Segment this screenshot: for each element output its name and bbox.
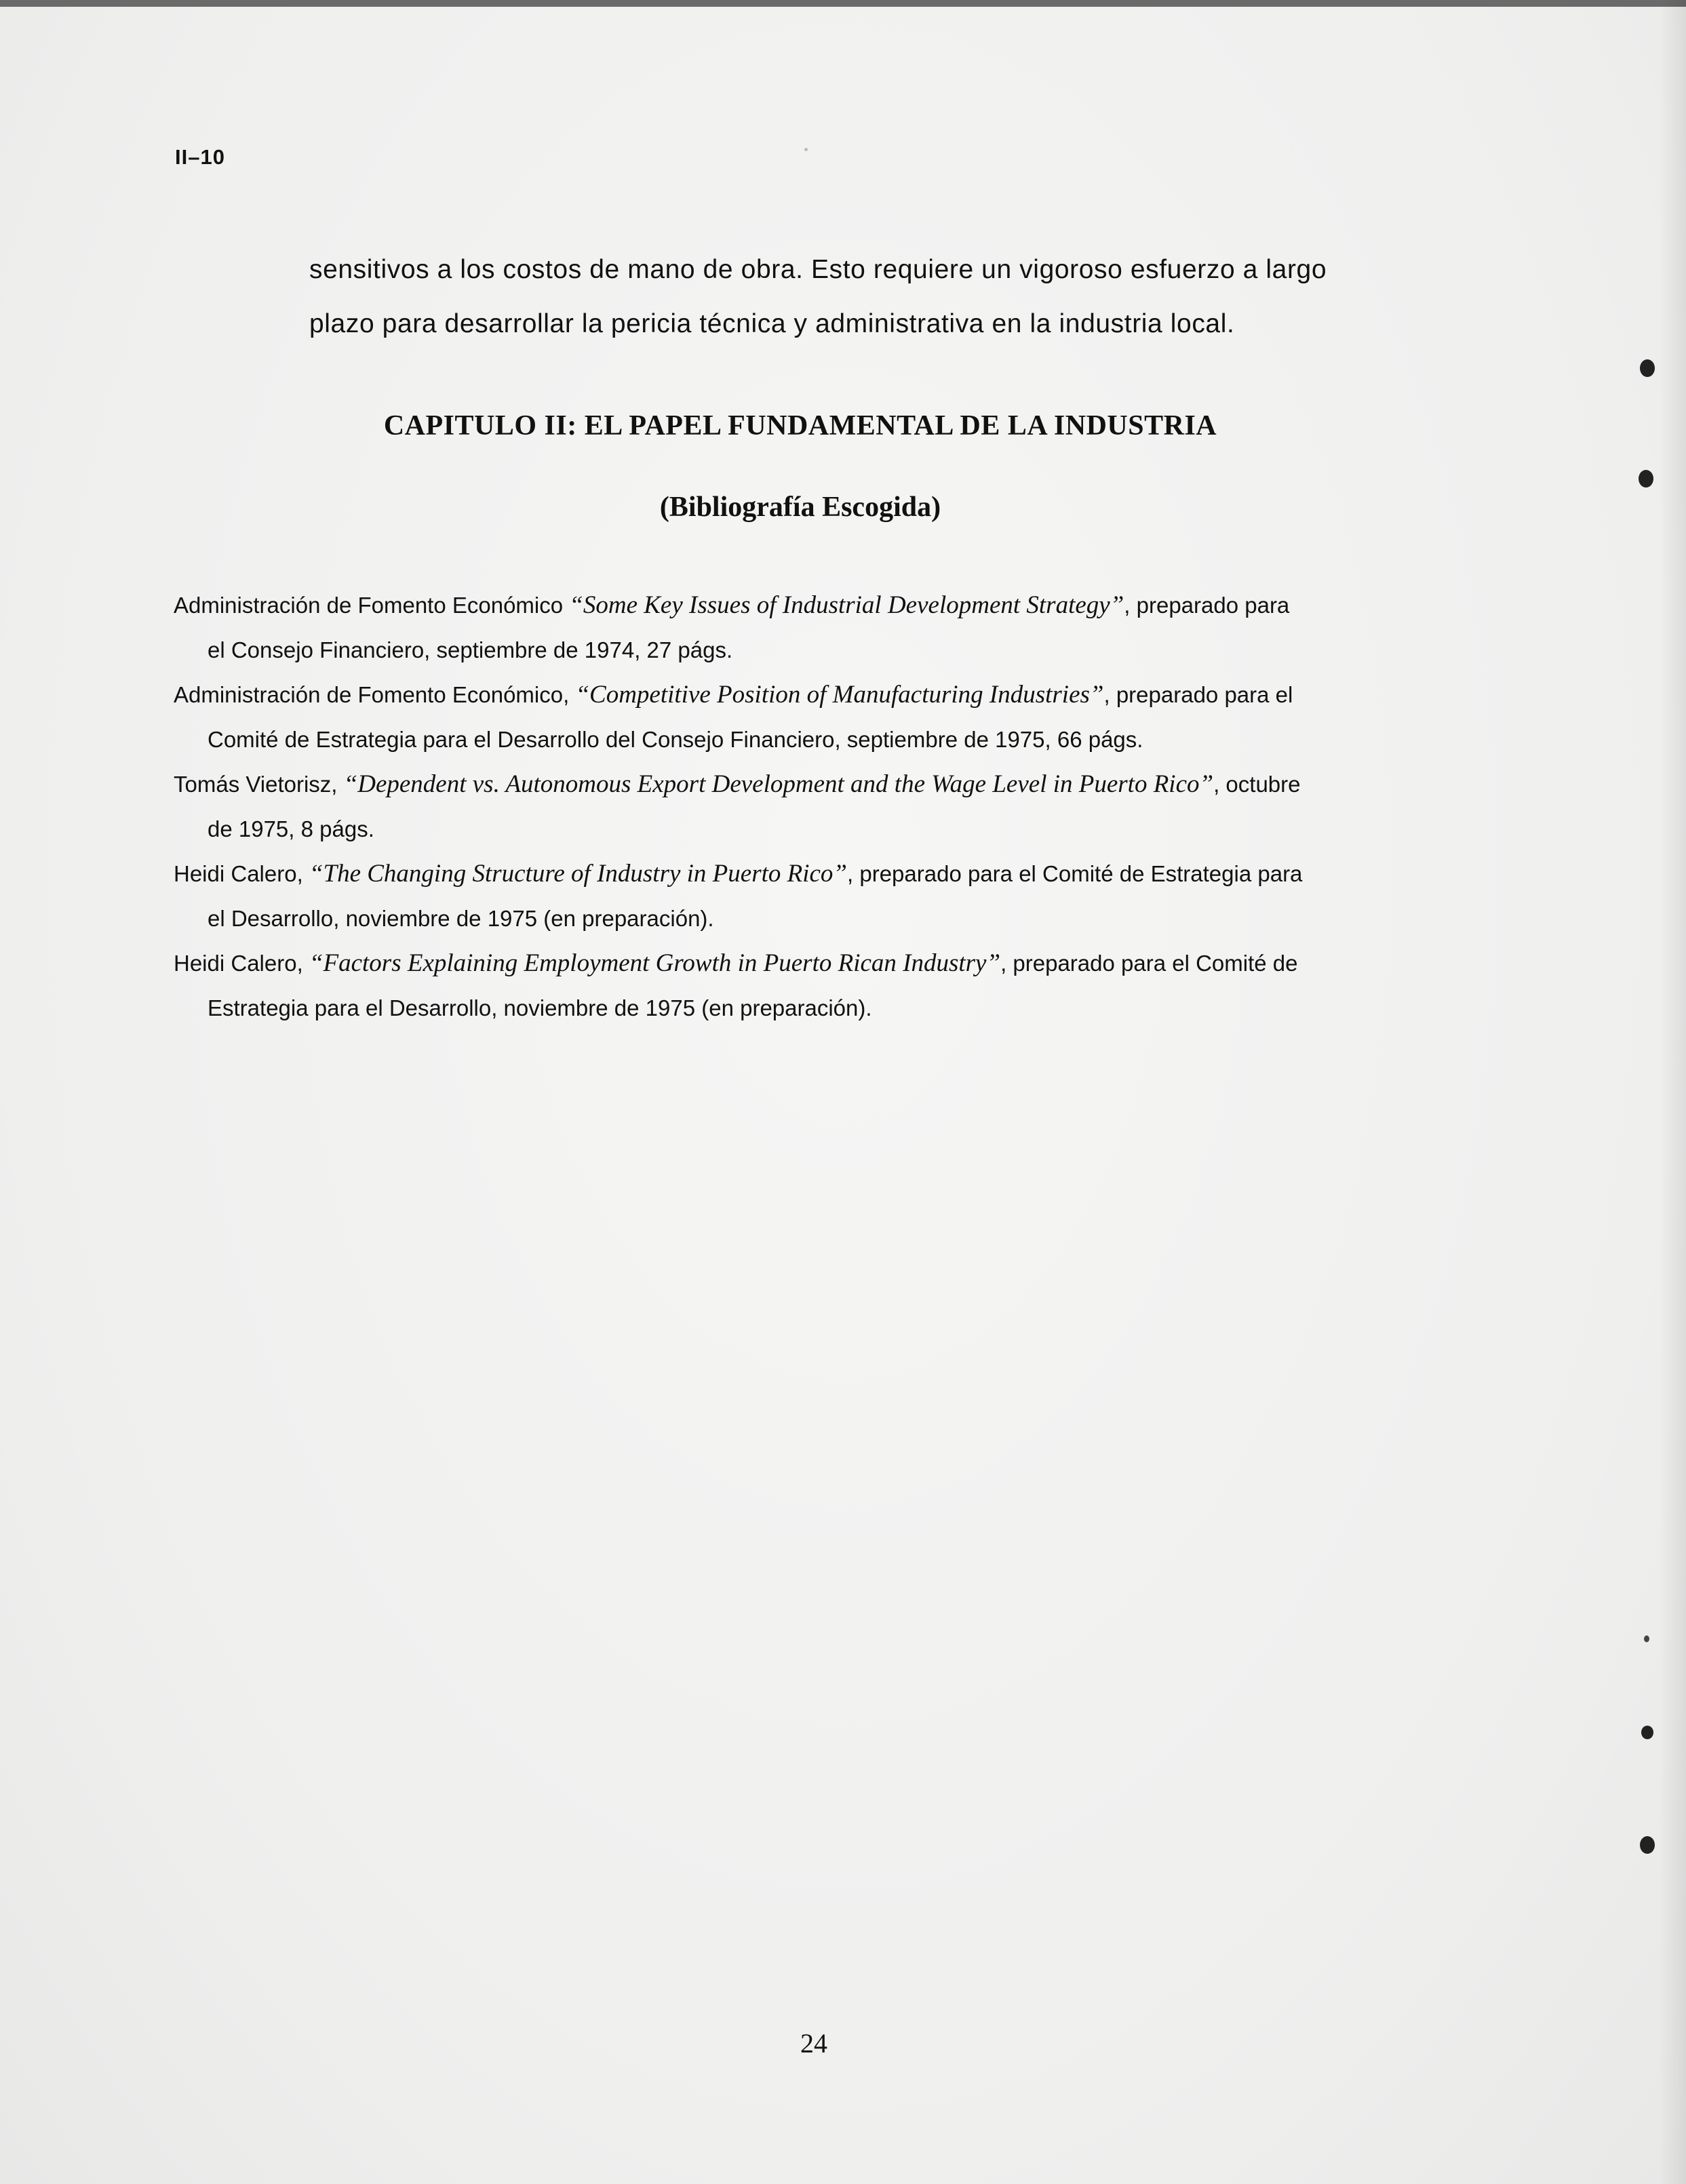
entry-note: , preparado para el Comité de Estrategia para [847,861,1303,886]
intro-paragraph [309,243,1462,351]
intro-line-1: sensitivos a los costos de mano de obra. Esto requiere un vigoroso esfuerzo a largo [309,255,1327,284]
section-page-label: II–10 [175,145,225,169]
entry-title: “Competitive Position of Manufacturing Industries” [575,681,1104,709]
entry-title: “Factors Explaining Employment Growth in Puerto Rican Industry” [309,949,1001,977]
entry-author: Heidi Calero, [174,951,309,976]
entry-title: “Some Key Issues of Industrial Development Strategy” [569,591,1124,619]
entry-note: , preparado para [1124,593,1290,618]
bibliography-entry [174,583,1462,673]
entry-note: , preparado para el [1103,682,1293,707]
entry-details: Estrategia para el Desarrollo, noviembre de 1975 (en preparación). [208,995,872,1020]
bibliography-entry [174,941,1462,1031]
page-top-edge [0,0,1686,7]
punch-hole-mark [1640,359,1655,377]
entry-details: de 1975, 8 págs. [208,816,374,841]
bibliography-list [174,583,1462,1031]
scan-speck [804,148,808,151]
intro-line-2: plazo para desarrollar la pericia técnica y administrativa en la industria local. [309,309,1235,338]
chapter-title: CAPITULO II: EL PAPEL FUNDAMENTAL DE LA INDUSTRIA [383,410,1217,441]
entry-author: Administración de Fomento Económico [174,593,570,618]
bibliography-entry [174,673,1462,762]
entry-details: el Consejo Financiero, septiembre de 1974, 27 págs. [208,637,733,662]
bibliography-entry [174,762,1462,852]
entry-author: Administración de Fomento Económico, [174,682,576,707]
page-right-shadow [1659,0,1686,2184]
entry-note: , preparado para el Comité de [1000,951,1298,976]
page-number: 24 [800,2028,827,2059]
punch-hole-mark [1640,1836,1655,1854]
scan-speck [1644,1635,1649,1642]
entry-note: , octubre [1213,772,1301,797]
entry-title: “The Changing Structure of Industry in Puerto Rico” [309,860,848,888]
entry-title: “Dependent vs. Autonomous Export Development and the Wage Level in Puerto Rico” [343,770,1214,798]
punch-hole-mark [1639,470,1653,488]
entry-details: Comité de Estrategia para el Desarrollo del Consejo Financiero, septiembre de 1975, 66 págs. [208,727,1143,752]
chapter-subtitle: (Bibliografía Escogida) [659,492,941,523]
punch-hole-mark [1641,1726,1653,1739]
bibliography-entry [174,852,1462,941]
entry-details: el Desarrollo, noviembre de 1975 (en preparación). [208,906,714,931]
entry-author: Heidi Calero, [174,861,309,886]
entry-author: Tomás Vietorisz, [174,772,344,797]
